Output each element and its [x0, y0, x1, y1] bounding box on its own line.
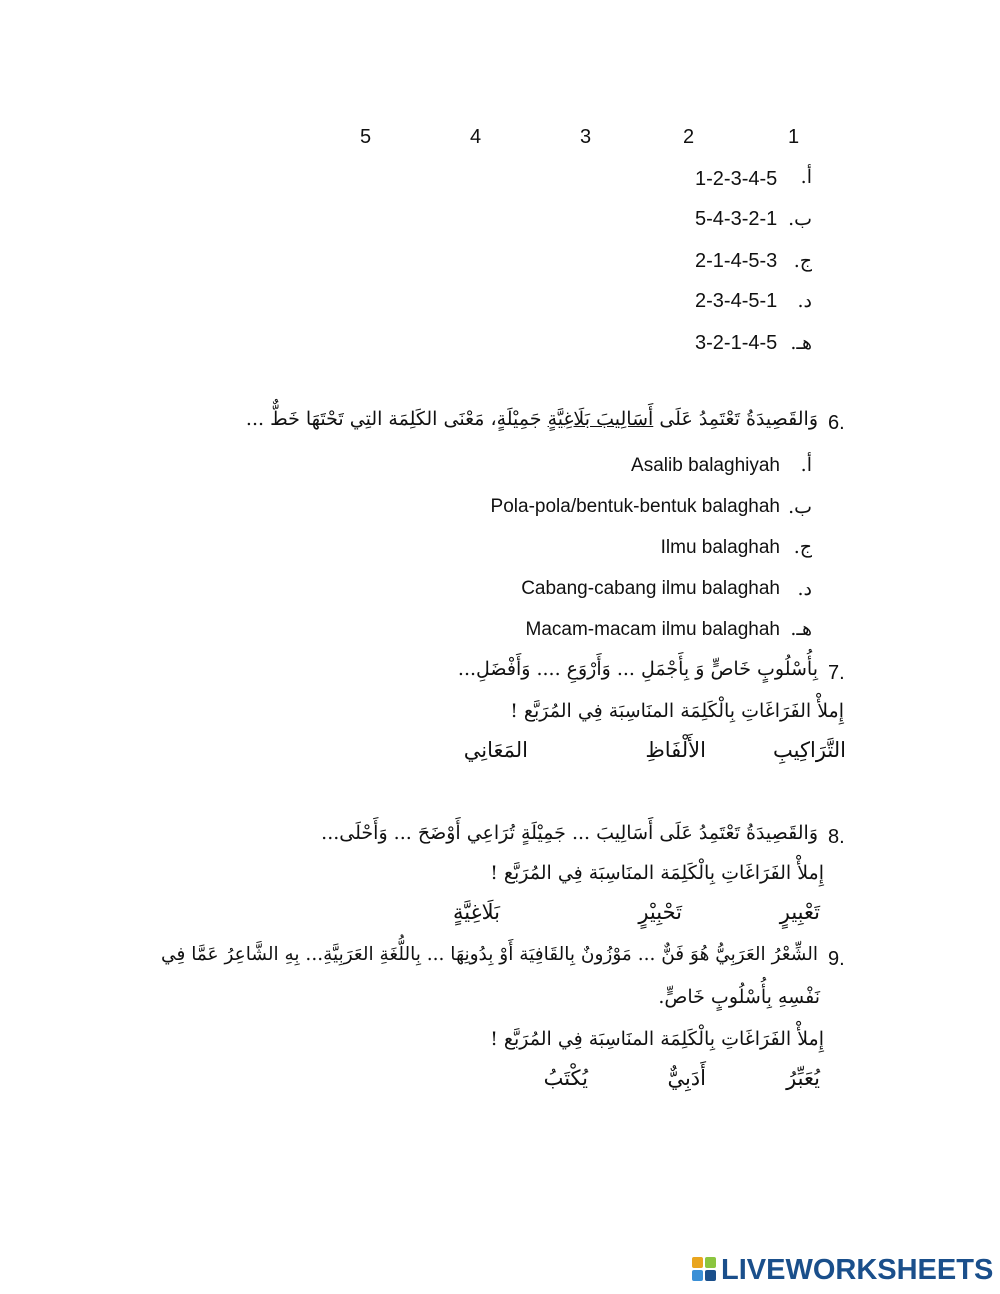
q6-number: 6.: [828, 412, 845, 434]
q5-option-a-value[interactable]: 1-2-3-4-5: [695, 168, 778, 190]
q7-question: بِأُسْلُوبٍ خَاصٍّ وَ بِأَجْمَلِ ... وَأَرْوَعِ .... وَأَفْضَلِ...: [457, 658, 818, 680]
q7-choice-1[interactable]: التَّرَاكِيبِ: [773, 738, 846, 762]
q6-question: [246, 408, 818, 430]
order-number-1: 1: [788, 126, 800, 148]
q8-choice-2[interactable]: تَحْبِيْرٍ: [638, 900, 682, 924]
q8-instruction: إِملأْ الفَرَاغَاتِ بِالْكَلِمَة المنَاسِبَة فِي المُرَبَّع !: [490, 862, 824, 884]
q6-option-c-label: ج.: [793, 536, 812, 558]
q8-number: 8.: [828, 826, 845, 848]
q8-question: وَالقَصِيدَةُ تَعْتَمِدُ عَلَى أَسَالِيبَ ... جَمِيْلَةٍ تُرَاعِي أَوْضَحَ ... وَأَحْلَى...: [321, 822, 818, 844]
q5-option-d-value[interactable]: 2-3-4-5-1: [695, 290, 778, 312]
q5-option-c-value[interactable]: 2-1-4-5-3: [695, 250, 778, 272]
q7-choice-2[interactable]: الأَلْفَاظِ: [645, 738, 706, 762]
q5-option-c-label: ج.: [793, 250, 812, 272]
q5-option-b-label: ب.: [788, 208, 812, 230]
q6-underlined-term: أَسَالِيبَ بَلَاغِيَّةٍ: [547, 408, 654, 430]
q5-option-e-value[interactable]: 3-2-1-4-5: [695, 332, 778, 354]
q7-number: 7.: [828, 662, 845, 684]
order-number-2: 2: [683, 126, 695, 148]
q9-choice-1[interactable]: يُعَبِّرُ: [786, 1066, 820, 1090]
order-number-3: 3: [580, 126, 592, 148]
q6-option-c-value[interactable]: Ilmu balaghah: [660, 537, 780, 558]
q7-instruction: إِملأْ الفَرَاغَاتِ بِالْكَلِمَة المنَاسِبَة فِي المُرَبَّع !: [510, 700, 844, 722]
q9-instruction: إِملأْ الفَرَاغَاتِ بِالْكَلِمَة المنَاسِبَة فِي المُرَبَّع !: [490, 1028, 824, 1050]
q7-choice-3[interactable]: المَعَانِي: [463, 738, 528, 762]
q6-text-before: وَالقَصِيدَةُ تَعْتَمِدُ عَلَى: [659, 408, 818, 430]
logo-text: LIVEWORKSHEETS: [721, 1253, 994, 1286]
q9-choice-2[interactable]: أَدَبِيٌّ: [667, 1066, 706, 1090]
q6-option-d-value[interactable]: Cabang-cabang ilmu balaghah: [521, 578, 780, 599]
order-number-4: 4: [470, 126, 482, 148]
q5-option-a-label: أ.: [800, 166, 812, 188]
q9-number: 9.: [828, 948, 845, 970]
q8-choice-1[interactable]: تَعْبِيرٍ: [779, 900, 820, 924]
logo-icon: [692, 1257, 718, 1283]
q5-option-d-label: د.: [797, 290, 812, 312]
q8-choice-3[interactable]: بَلَاغِيَّةٍ: [453, 900, 500, 924]
q5-option-b-value[interactable]: 5-4-3-2-1: [695, 208, 778, 230]
q9-question-line2: نَفْسِهِ بِأُسْلُوبٍ خَاصٍّ.: [658, 986, 820, 1008]
q5-option-e-label: هـ.: [790, 332, 812, 354]
q6-option-e-value[interactable]: Macam-macam ilmu balaghah: [525, 619, 780, 640]
q6-option-a-label: أ.: [800, 454, 812, 476]
liveworksheets-logo: [692, 1254, 993, 1286]
order-number-5: 5: [360, 126, 372, 148]
q9-question-line1: الشِّعْرُ العَرَبِيُّ هُوَ فَنٌّ ... مَوْزُونٌ بِالقَافِيَة أَوْ بِدُونِهَا ... بِاللُّغَةِ العَرَبِيَّةِ... بِهِ الشَّاعِرُ عَمَّا فِي: [161, 944, 818, 965]
q6-option-e-label: هـ.: [790, 618, 812, 640]
q6-option-d-label: د.: [797, 578, 812, 600]
q6-option-b-value[interactable]: Pola-pola/bentuk-bentuk balaghah: [490, 496, 780, 517]
q6-text-after: جَمِيْلَةٍ، مَعْنَى الكَلِمَة التِي تَحْتَهَا خَطٌّ ...: [245, 408, 542, 430]
q9-choice-3[interactable]: يُكْتَبُ: [543, 1066, 588, 1090]
q6-option-a-value[interactable]: Asalib balaghiyah: [631, 455, 780, 476]
q6-option-b-label: ب.: [788, 496, 812, 518]
